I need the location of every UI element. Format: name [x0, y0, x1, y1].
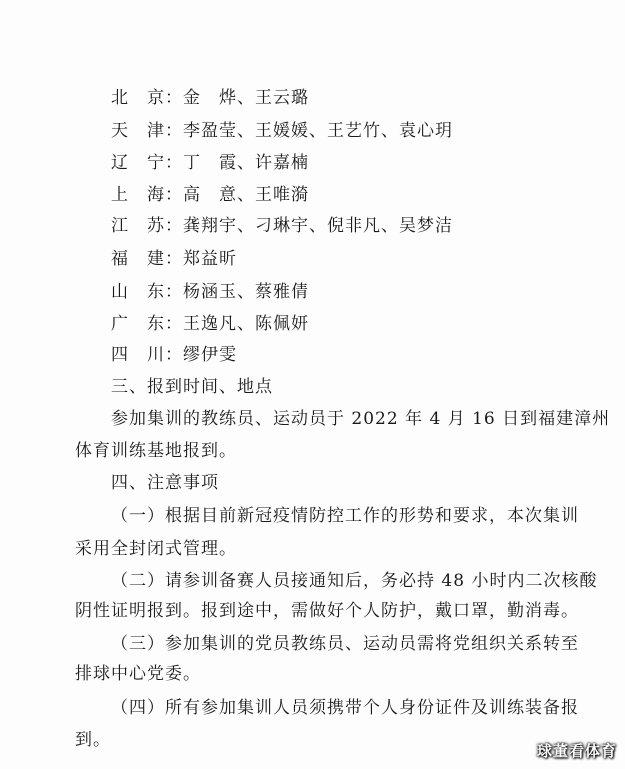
paragraph-line: 参加集训的教练员、运动员于 2022 年 4 月 16 日到福建漳州 [111, 409, 611, 429]
roster-row-shanghai [111, 185, 309, 205]
athlete-names: 金 烨、王云璐 [183, 88, 309, 108]
athlete-names: 郑益昕 [183, 249, 237, 269]
province-label: 四 川： [111, 345, 183, 365]
paragraph-line: （三）参加集训的党员教练员、运动员需将党组织关系转至 [111, 634, 579, 654]
roster-row-jiangsu [111, 216, 453, 236]
paragraph-line: 排球中心党委。 [75, 664, 201, 684]
roster-row-tianjin [111, 121, 453, 141]
paragraph-line: 到。 [75, 730, 111, 750]
province-label: 福 建： [111, 249, 183, 269]
province-label: 江 苏： [111, 216, 183, 236]
athlete-names: 高 意、王唯漪 [183, 185, 309, 205]
province-label: 天 津： [111, 121, 183, 141]
athlete-names: 王逸凡、陈佩妍 [183, 314, 309, 334]
athlete-names: 缪伊雯 [183, 345, 237, 365]
paragraph-line: （二）请参训备赛人员接通知后，务必持 48 小时内二次核酸 [111, 571, 598, 591]
athlete-names: 丁 霞、许嘉楠 [183, 153, 309, 173]
paragraph-line: 采用全封闭式管理。 [75, 539, 237, 559]
province-label: 辽 宁： [111, 153, 183, 173]
province-label: 广 东： [111, 314, 183, 334]
athlete-names: 杨涵玉、蔡雅倩 [183, 282, 309, 302]
roster-row-fujian [111, 249, 237, 269]
roster-row-liaoning [111, 153, 309, 173]
athlete-names: 龚翔宇、刁琳宇、倪非凡、吴梦洁 [183, 216, 453, 236]
paragraph-line: 体育训练基地报到。 [75, 441, 237, 461]
section-heading-3: 三、报到时间、地点 [111, 377, 273, 397]
roster-row-beijing [111, 88, 309, 108]
paragraph-line: （四）所有参加集训人员须携带个人身份证件及训练装备报 [111, 698, 579, 718]
watermark-text: 球董看体育 [536, 742, 617, 760]
province-label: 北 京： [111, 88, 183, 108]
roster-row-sichuan [111, 345, 237, 365]
paragraph-line: （一）根据目前新冠疫情防控工作的形势和要求，本次集训 [111, 506, 579, 526]
roster-row-guangdong [111, 314, 309, 334]
roster-row-shandong [111, 282, 309, 302]
province-label: 山 东： [111, 282, 183, 302]
section-heading-4: 四、注意事项 [111, 473, 219, 493]
province-label: 上 海： [111, 185, 183, 205]
athlete-names: 李盈莹、王媛媛、王艺竹、袁心玥 [183, 121, 453, 141]
paragraph-line: 阴性证明报到。报到途中，需做好个人防护，戴口罩，勤消毒。 [75, 601, 579, 621]
